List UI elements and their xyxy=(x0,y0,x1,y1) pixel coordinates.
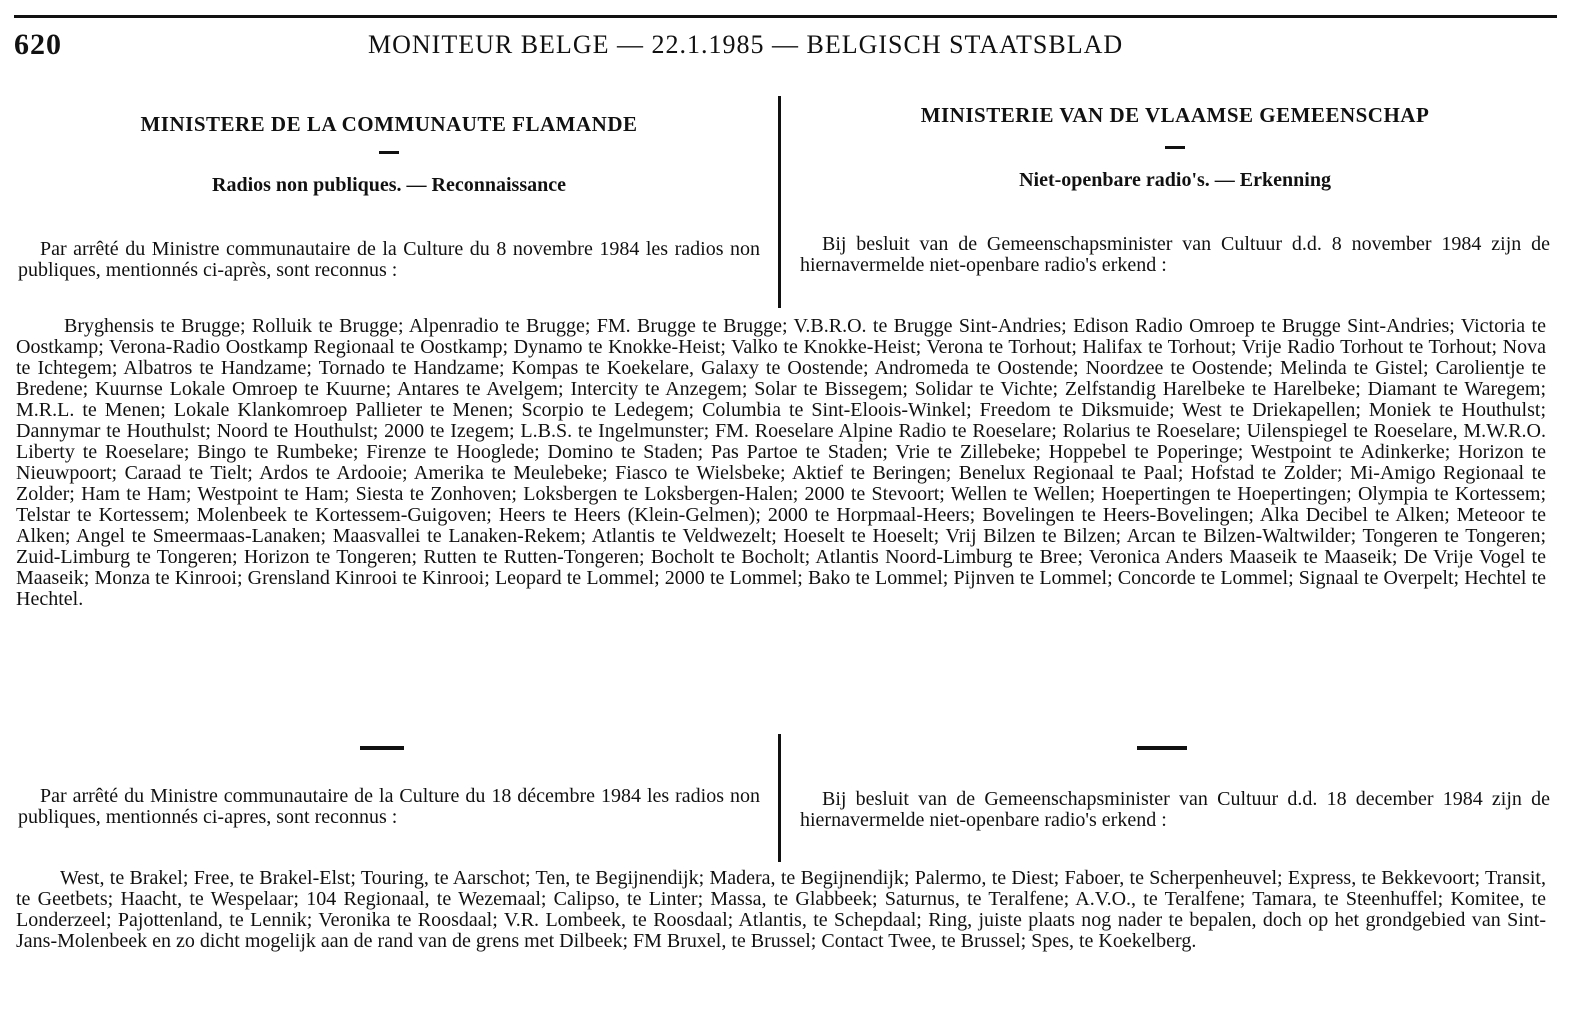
section1-dutch-column xyxy=(800,103,1550,276)
column-divider xyxy=(778,734,781,862)
subject-heading-fr: Radios non publiques. — Reconnaissance xyxy=(212,174,566,196)
ministry-heading-fr: MINISTERE DE LA COMMUNAUTE FLAMANDE xyxy=(140,112,638,136)
heading-dash xyxy=(1165,146,1185,149)
section-separator xyxy=(360,746,404,750)
section1-french-column xyxy=(18,112,760,281)
radio-list-november: Bryghensis te Brugge; Rolluik te Brugge; Alpenradio te Brugge; FM. Brugge te Brugge; V.B.R.O. te Brugge Sint-Andries; Edison Radio Omroep te Brugge Sint-Andries; Victoria te Oostkamp; Verona-Radio Oostkamp Regionaal te Oostkamp; Dynamo te Knokke-Heist; Valko te Knokke-Heist; Verona te Torhout; Halifax te Torhout; Vrije Radio Torhout te Torhout; Nova te Ichtegem; Albatros te Handzame; Tornado te Handzame; Kompas te Koekelare, Galaxy te Oostende; Andromeda te Oostende; Noordzee te Oostende; Melinda te Gistel; Carolientje te Bredene; Kuurnse Lokale Omroep te Kuurne; Antares te Avelgem; Intercity te Anzegem; Solar te Bissegem; Solidar te Vichte; Zelfstandig Harelbeke te Harelbeke; Diamant te Waregem; M.R.L. te Menen; Lokale Klankomroep Pallieter te Menen; Scorpio te Ledegem; Columbia te Sint-Eloois-Winkel; Freedom te Diksmuide; West te Driekapellen; Moniek te Houthulst; Dannymar te Houthulst; Noord te Houthulst; 2000 te Izegem; L.B.S. te Ingelmunster; FM. Roeselare Alpine Radio te Roeselare; Rolarius te Roeselare; Uilenspiegel te Roeselare, M.W.R.O. Liberty te Roeselare; Bingo te Rumbeke; Firenze te Hooglede; Domino te Staden; Pas Partoe te Staden; Vrie te Zillebeke; Hoppebel te Poperinge; Westpoint te Adinkerke; Horizon te Nieuwpoort; Caraad te Tielt; Ardos te Ardooie; Amerika te Meulebeke; Fiasco te Wielsbeke; Aktief te Beringen; Benelux Regionaal te Paal; Hofstad te Zolder; Mi-Amigo Regionaal te Zolder; Ham te Ham; Westpoint te Ham; Siesta te Zonhoven; Loksbergen te Loksbergen-Halen; 2000 te Stevoort; Wellen te Wellen; Hoepertingen te Hoepertingen; Olympia te Kortessem; Telstar te Kortessem; Molenbeek te Kortessem-Guigoven; Heers te Heers (Klein-Gelmen); 2000 te Horpmaal-Heers; Bovelingen te Heers-Bovelingen; Alka Decibel te Alken; Meteoor te Alken; Angel te Smeermaas-Lanaken; Maasvallei te Lanaken-Rekem; Atlantis te Veldwezelt; Hoeselt te Hoeselt; Vrij Bilzen te Bilzen; Arcan te Bilzen-Waltwilder; Tongeren te Tongeren; Zuid-Limburg te Tongeren; Horizon te Tongeren; Rutten te Rutten-Tongeren; Bocholt te Bocholt; Atlantis Noord-Limburg te Bree; Veronica Anders Maaseik te Maaseik; De Vrije Vogel te Maaseik; Monza te Kinrooi; Grensland Kinrooi te Kinrooi; Leopard te Lommel; 2000 te Lommel; Bako te Lommel; Pijnven te Lommel; Concorde te Lommel; Signaal te Overpelt; Hechtel te Hechtel. xyxy=(16,315,1546,610)
column-divider xyxy=(778,96,781,308)
top-rule xyxy=(14,15,1557,18)
intro-paragraph-fr-december: Par arrêté du Ministre communautaire de la Culture du 18 décembre 1984 les radios non publiques, mentionnés ci-apres, sont reconnus : xyxy=(18,785,760,828)
section2-french-column xyxy=(18,786,760,828)
running-title: MONITEUR BELGE — 22.1.1985 — BELGISCH STAATSBLAD xyxy=(368,30,1124,59)
subject-heading-nl: Niet-openbare radio's. — Erkenning xyxy=(1019,169,1331,191)
heading-dash xyxy=(379,151,399,154)
radio-list-december: West, te Brakel; Free, te Brakel-Elst; Touring, te Aarschot; Ten, te Begijnendijk; Madera, te Begijnendijk; Palermo, te Diest; Faboer, te Scherpenheuvel; Express, te Bekkevoort; Transit, te Geetbets; Haacht, te Wespelaar; 104 Regionaal, te Wezemaal; Calipso, te Linter; Massa, te Glabbeek; Saturnus, te Teralfene; A.V.O., te Teralfene; Tamara, te Steenhuffel; Komitee, te Londerzeel; Pajottenland, te Lennik; Veronika te Roosdaal; V.R. Lombeek, te Roosdaal; Atlantis, te Schepdaal; Ring, juiste plaats nog nader te bepalen, doch op het grondgebied van Sint-Jans-Molenbeek en zo dicht mogelijk aan de rand van de grens met Dilbeek; FM Bruxel, te Brussel; Contact Twee, te Brussel; Spes, te Koekelberg. xyxy=(16,867,1546,952)
ministry-heading-nl: MINISTERIE VAN DE VLAAMSE GEMEENSCHAP xyxy=(920,103,1430,127)
section-separator xyxy=(1137,746,1187,750)
page-number: 620 xyxy=(14,28,62,61)
intro-paragraph-fr: Par arrêté du Ministre communautaire de la Culture du 8 novembre 1984 les radios non publiques, mentionnés ci-après, sont reconnus : xyxy=(18,238,760,281)
intro-paragraph-nl: Bij besluit van de Gemeenschapsminister van Cultuur d.d. 8 november 1984 zijn de hiernavermelde niet-openbare radio's erkend : xyxy=(800,233,1550,276)
section2-dutch-column xyxy=(800,789,1550,831)
intro-paragraph-nl-december: Bij besluit van de Gemeenschapsminister van Cultuur d.d. 18 december 1984 zijn de hiernavermelde niet-openbare radio's erkend : xyxy=(800,788,1550,831)
